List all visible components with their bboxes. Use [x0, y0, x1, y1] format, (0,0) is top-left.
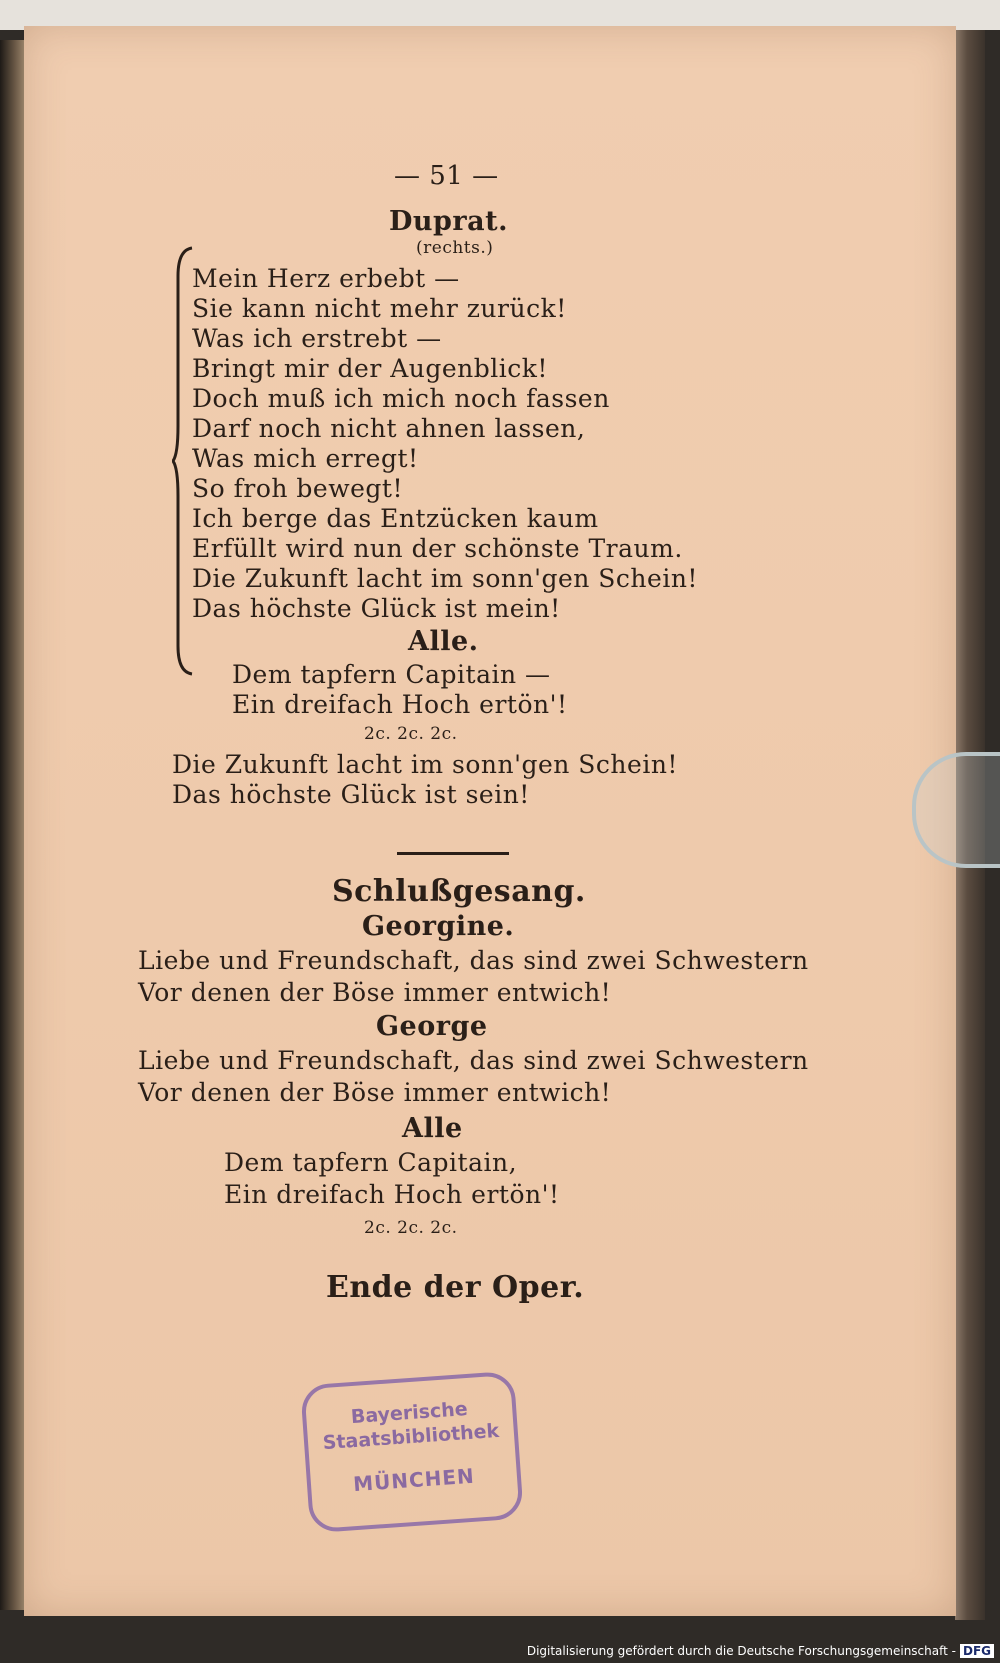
speaker-george: George [376, 1011, 488, 1042]
etc-marker: 2c. 2c. 2c. [364, 1218, 458, 1238]
page-number: — 51 — [394, 161, 499, 191]
verse-line: Vor denen der Böse immer entwich! [138, 1078, 612, 1107]
verse-line: Dem tapfern Capitain, [224, 1148, 518, 1177]
verse-line: Das höchste Glück ist sein! [172, 780, 530, 809]
verse-line: Dem tapfern Capitain — [232, 660, 551, 689]
verse-line: Ein dreifach Hoch ertön'! [232, 690, 568, 719]
verse-line: Ein dreifach Hoch ertön'! [224, 1180, 560, 1209]
digitization-credit: Digitalisierung gefördert durch die Deutsche Forschungsgemeinschaft - DFG [527, 1644, 994, 1658]
end-of-opera: Ende der Oper. [326, 1270, 585, 1305]
verse-line: Bringt mir der Augenblick! [192, 354, 548, 383]
verse-line: Liebe und Freundschaft, das sind zwei Schwestern [138, 1046, 809, 1075]
etc-marker: 2c. 2c. 2c. [364, 724, 458, 744]
stage-direction: (rechts.) [416, 238, 494, 258]
book-spine-edge [0, 40, 26, 1610]
speaker-alle-2: Alle [402, 1113, 463, 1144]
speaker-georgine: Georgine. [362, 911, 515, 942]
verse-line: Das höchste Glück ist mein! [192, 594, 561, 623]
verse-line: Die Zukunft lacht im sonn'gen Schein! [192, 564, 698, 593]
speaker-alle: Alle. [408, 626, 479, 657]
verse-line: Liebe und Freundschaft, das sind zwei Schwestern [138, 946, 809, 975]
verse-line: Vor denen der Böse immer entwich! [138, 978, 612, 1007]
verse-line: Was mich erregt! [192, 444, 419, 473]
verse-line: So froh bewegt! [192, 474, 404, 503]
dfg-logo-icon: DFG [960, 1644, 994, 1658]
verse-line: Mein Herz erbebt — [192, 264, 460, 293]
section-divider [397, 852, 509, 855]
library-stamp: Bayerische Staatsbibliothek MÜNCHEN [300, 1371, 524, 1534]
verse-line: Erfüllt wird nun der schönste Traum. [192, 534, 683, 563]
speaker-duprat: Duprat. [389, 206, 509, 237]
verse-line: Sie kann nicht mehr zurück! [192, 294, 567, 323]
verse-line: Doch muß ich mich noch fassen [192, 384, 610, 413]
verse-line: Die Zukunft lacht im sonn'gen Schein! [172, 750, 678, 779]
verse-line: Ich berge das Entzücken kaum [192, 504, 599, 533]
finale-title: Schlußgesang. [332, 874, 586, 909]
verse-line: Darf noch nicht ahnen lassen, [192, 414, 586, 443]
verse-line: Was ich erstrebt — [192, 324, 442, 353]
